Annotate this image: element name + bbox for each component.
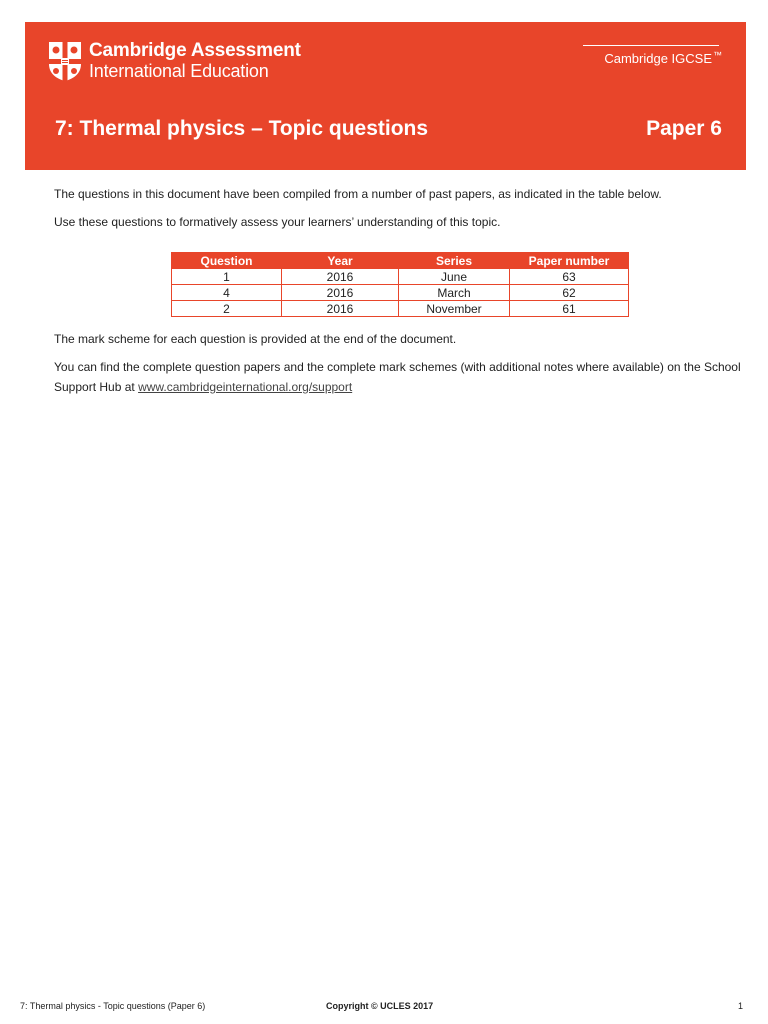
logo-text [89, 40, 301, 82]
table-row [172, 285, 629, 301]
table-header-row [172, 253, 629, 269]
cell-paper-number: 63 [510, 269, 629, 285]
mark-scheme-note: The mark scheme for each question is provided at the end of the document. [54, 332, 457, 346]
column-header-year: Year [282, 253, 399, 269]
column-header-series: Series [399, 253, 510, 269]
cell-paper-number: 62 [510, 285, 629, 301]
qualification-rule [583, 45, 719, 46]
cell-series: November [399, 301, 510, 317]
logo-line-1: Cambridge Assessment [89, 40, 301, 61]
logo-line-2: International Education [89, 61, 269, 81]
header-banner [25, 22, 746, 170]
intro-paragraph-1: The questions in this document have been compiled from a number of past papers, as indicated in the table below. [54, 187, 662, 201]
table-row [172, 269, 629, 285]
qualification-text: Cambridge IGCSE [604, 51, 712, 66]
cambridge-shield-icon [47, 40, 83, 82]
questions-table [171, 252, 629, 317]
table-row [172, 301, 629, 317]
logo [47, 40, 301, 82]
cell-series: March [399, 285, 510, 301]
cell-question: 4 [172, 285, 282, 301]
support-link[interactable]: www.cambridgeinternational.org/support [138, 380, 353, 394]
cell-year: 2016 [282, 301, 399, 317]
cell-question: 1 [172, 269, 282, 285]
cell-year: 2016 [282, 285, 399, 301]
document-title: 7: Thermal physics – Topic questions [55, 117, 429, 140]
cell-question: 2 [172, 301, 282, 317]
support-text: You can find the complete question papers and the complete mark schemes (with additional notes where available) on the School Support Hub at [54, 360, 741, 394]
cell-series: June [399, 269, 510, 285]
paper-label: Paper 6 [646, 117, 722, 140]
footer-copyright: Copyright © UCLES 2017 [326, 1001, 434, 1011]
intro-paragraph-2: Use these questions to formatively assess your learners’ understanding of this topic. [54, 215, 501, 229]
footer-left: 7: Thermal physics - Topic questions (Paper 6) [20, 1001, 206, 1011]
footer-page-number: 1 [737, 1001, 743, 1011]
column-header-paper-number: Paper number [510, 253, 629, 269]
qualification-label [604, 51, 722, 66]
support-paragraph [54, 357, 744, 397]
cell-year: 2016 [282, 269, 399, 285]
cell-paper-number: 61 [510, 301, 629, 317]
trademark-mark: ™ [713, 50, 722, 60]
column-header-question: Question [172, 253, 282, 269]
